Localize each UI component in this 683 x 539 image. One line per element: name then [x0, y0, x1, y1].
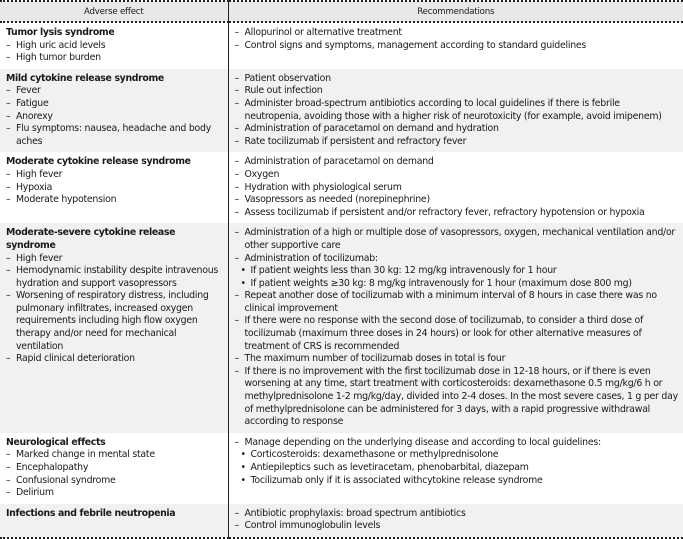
recommendations-list — [235, 27, 679, 52]
recommendation-subitem: • If patient weights ≥30 kg: 8 mg/kg intravenously for 1 hour (maximum dose 800 mg) — [241, 278, 679, 291]
table-row — [0, 433, 683, 504]
recommendation-item — [235, 123, 679, 136]
recommendation-subitem: • If patient weights less than 30 kg: 12 mg/kg intravenously for 1 hour — [241, 265, 679, 278]
effect-item: – Hemodynamic instability despite intravenous hydration and support vasopressors — [6, 265, 223, 290]
recommendation-text: Administration of paracetamol on demand and hydration — [244, 123, 499, 135]
effect-item: – Marked change in mental state — [6, 449, 223, 462]
recommendation-text: Assess tocilizumab if persistent and/or refractory fever, refractory hypotension or hypoxia — [244, 206, 645, 218]
recommendation-subitem: • Tocilizumab only if it is associated withcytokine release syndrome — [241, 475, 679, 488]
effect-item: – High tumor burden — [6, 52, 223, 65]
table-row — [0, 223, 683, 433]
table-row — [0, 22, 683, 69]
adverse-effect-cell — [0, 504, 228, 538]
recommendation-item — [235, 227, 679, 252]
table-row — [0, 69, 683, 153]
recommendation-text: Rule out infection — [244, 85, 323, 97]
recommendation-text: Control signs and symptoms, management according to standard guidelines — [244, 39, 587, 51]
effect-item: – Worsening of respiratory distress, including pulmonary infiltrates, increased oxygen requirements including high flow oxygen therapy and/or need for mechanical ventilation — [6, 290, 223, 353]
adverse-effect-title: Infections and febrile neutropenia — [6, 507, 176, 519]
recommendation-item — [235, 156, 679, 169]
recommendation-sublist — [235, 265, 679, 290]
effect-item: – Encephalopathy — [6, 462, 223, 475]
table-row — [0, 152, 683, 223]
recommendation-item — [235, 98, 679, 123]
recommendations-cell — [228, 152, 683, 223]
recommendation-text: Repeat another dose of tocilizumab with a minimum interval of 8 hours in case there was no clinical improvement — [244, 290, 657, 314]
recommendation-item — [235, 194, 679, 207]
effects-list — [6, 169, 223, 207]
recommendation-item — [235, 315, 679, 353]
effect-item: – Confusional syndrome — [6, 475, 223, 488]
effect-item: – High fever — [6, 253, 223, 266]
adverse-effect-title: Tumor lysis syndrome — [6, 27, 115, 38]
recommendations-cell — [228, 22, 683, 69]
recommendations-list — [235, 508, 679, 533]
recommendation-subitem: • Antiepileptics such as levetiracetam, phenobarbital, diazepam — [241, 462, 679, 475]
recommendations-list — [235, 73, 679, 149]
table-header-row — [0, 1, 683, 22]
recommendation-text: Oxygen — [244, 168, 280, 180]
recommendations-list — [235, 227, 679, 429]
recommendations-list — [235, 437, 679, 487]
recommendation-item — [235, 27, 679, 40]
adverse-effect-cell — [0, 152, 228, 223]
recommendation-text: Administration of tocilizumab: — [244, 252, 378, 264]
recommendation-item — [235, 73, 679, 86]
effects-list — [6, 85, 223, 148]
recommendation-item — [235, 508, 679, 521]
recommendation-item — [235, 136, 679, 149]
recommendation-item — [235, 85, 679, 98]
recommendation-sublist — [235, 449, 679, 487]
column-header-adverse-effect: Adverse effect — [0, 1, 228, 22]
effect-item: – Fatigue — [6, 98, 223, 111]
recommendations-cell — [228, 69, 683, 153]
adverse-effect-title: Mild cytokine release syndrome — [6, 72, 164, 84]
table-body — [0, 22, 683, 538]
adverse-effect-cell — [0, 69, 228, 153]
adverse-effect-title: Moderate-severe cytokine release syndrome — [6, 227, 176, 251]
adverse-effect-cell — [0, 433, 228, 504]
effect-item: – Delirium — [6, 487, 223, 500]
recommendation-item — [235, 253, 679, 266]
recommendation-item — [235, 169, 679, 182]
effect-item: – High fever — [6, 169, 223, 182]
recommendation-text: If there were no response with the second dose of tocilizumab, to consider a third dose of tocilizumab (maximum three doses in 24 hours) or look for other alternative measures of treatment of CRS is recommended — [244, 315, 644, 352]
recommendations-cell — [228, 504, 683, 538]
recommendation-text: Patient observation — [244, 72, 331, 84]
recommendation-item — [235, 40, 679, 53]
recommendation-subitem: • Corticosteroids: dexamethasone or methylprednisolone — [241, 449, 679, 462]
effect-item: – Hypoxia — [6, 182, 223, 195]
recommendation-text: Control immunoglobulin levels — [244, 520, 381, 532]
recommendation-item — [235, 207, 679, 220]
effects-list — [6, 449, 223, 499]
recommendation-text: Hydration with physiological serum — [244, 181, 402, 193]
recommendation-text: Allopurinol or alternative treatment — [244, 27, 402, 38]
effects-list — [6, 253, 223, 366]
recommendation-text: Antibiotic prophylaxis: broad spectrum antibiotics — [244, 507, 466, 519]
recommendation-text: The maximum number of tocilizumab doses in total is four — [244, 353, 506, 365]
effects-list — [6, 40, 223, 65]
recommendation-item — [235, 353, 679, 366]
recommendation-item — [235, 290, 679, 315]
recommendation-item — [235, 520, 679, 533]
recommendations-list — [235, 156, 679, 219]
recommendation-text: Administration of a high or multiple dose of vasopressors, oxygen, mechanical ventilation and/or other supportive care — [244, 227, 676, 251]
adverse-effect-title: Neurological effects — [6, 436, 106, 448]
effect-item: – Rapid clinical deterioration — [6, 353, 223, 366]
recommendation-item — [235, 437, 679, 450]
recommendation-item — [235, 366, 679, 429]
recommendation-text: If there is no improvement with the first tocilizumab dose in 12-18 hours, or if there is even worsening at any time, start treatment with corticosteroids: dexamethasone 0.5 mg/kg/6 h or methylprednisolone 1-2 mg/kg/day, divided into 2-4 doses. In the most severe cases, 1 g per day of methylprednisolone can be administered for 3 days, with a rapid progressive withdrawal according to response — [244, 365, 678, 428]
effect-item: – Fever — [6, 85, 223, 98]
adverse-effect-title: Moderate cytokine release syndrome — [6, 156, 191, 168]
effect-item: – High uric acid levels — [6, 40, 223, 53]
recommendation-text: Manage depending on the underlying disease and according to local guidelines: — [244, 436, 601, 448]
adverse-effect-cell — [0, 223, 228, 433]
effect-item: – Moderate hypotension — [6, 194, 223, 207]
adverse-effect-cell — [0, 22, 228, 69]
recommendation-text: Vasopressors as needed (norepinephrine) — [244, 194, 430, 206]
column-header-recommendations: Recommendations — [228, 1, 683, 22]
recommendations-cell — [228, 433, 683, 504]
recommendation-text: Rate tocilizumab if persistent and refractory fever — [244, 135, 467, 147]
recommendation-text: Administer broad-spectrum antibiotics according to local guidelines if there is febrile neutropenia, avoiding those with a higher risk of neurotoxicity (for example, avoid imipenem) — [244, 97, 662, 122]
effect-item: – Flu symptoms: nausea, headache and body aches — [6, 123, 223, 148]
recommendations-cell — [228, 223, 683, 433]
recommendation-item — [235, 182, 679, 195]
recommendation-text: Administration of paracetamol on demand — [244, 156, 434, 168]
table-row — [0, 504, 683, 538]
effect-item: – Anorexy — [6, 111, 223, 124]
